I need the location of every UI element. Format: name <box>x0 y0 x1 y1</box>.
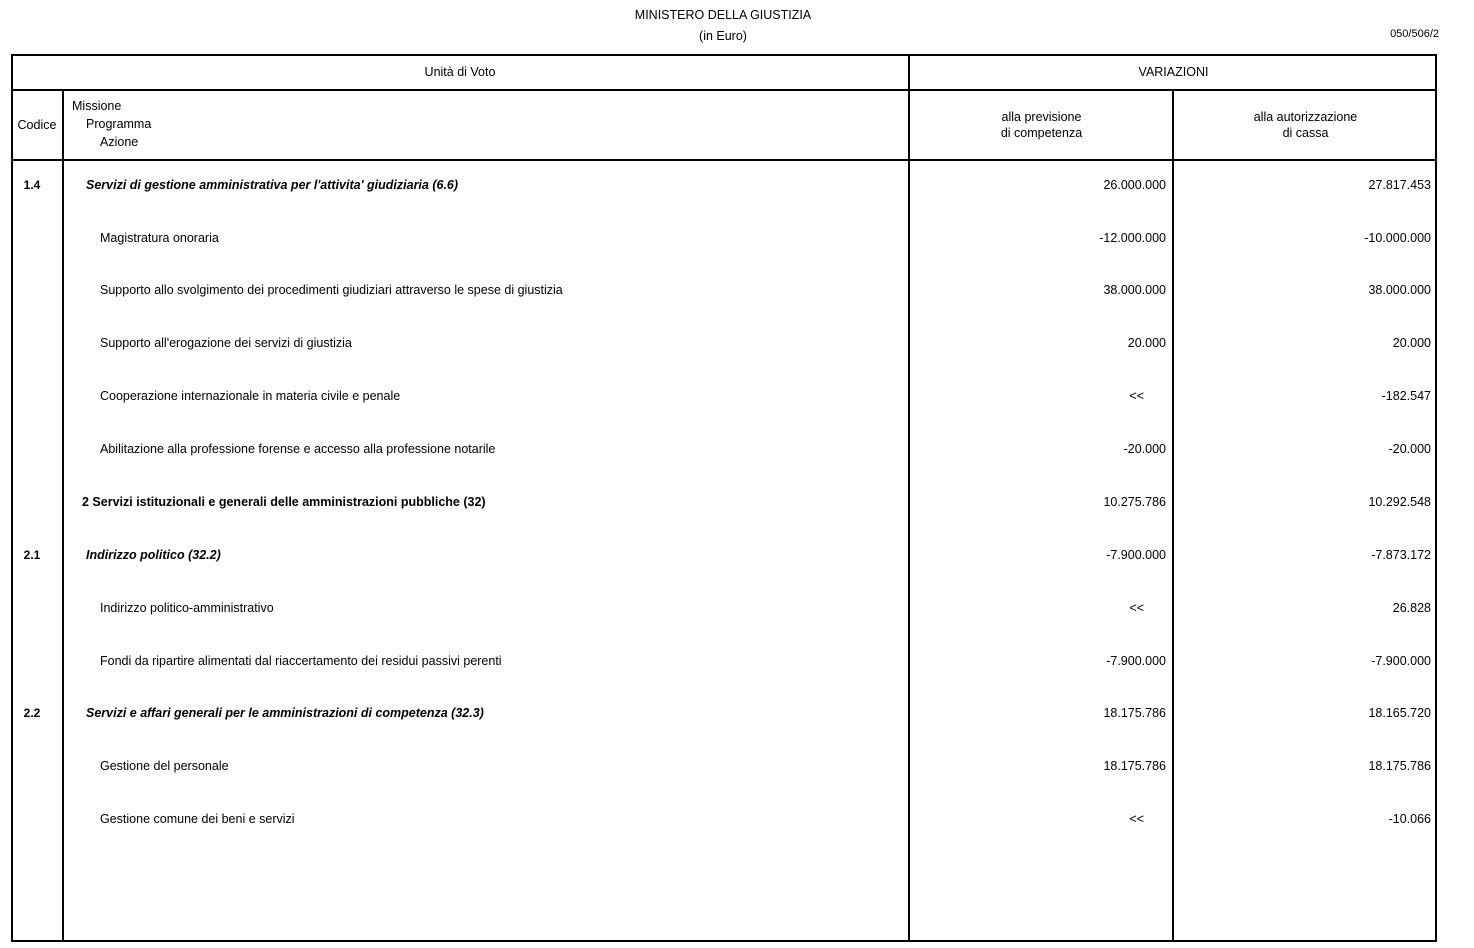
row-competenza: 18.175.786 <box>1103 759 1166 773</box>
row-label: Fondi da ripartire alimentati dal riaccertamento dei residui passivi perenti <box>100 654 502 668</box>
row-cassa: -10.066 <box>1388 812 1431 826</box>
table-row <box>0 706 1474 726</box>
row-competenza: -7.900.000 <box>1106 654 1166 668</box>
header-cassa-line1: alla autorizzazione <box>1253 110 1358 124</box>
header-previsione-line1: alla previsione <box>1001 110 1082 124</box>
header-autorizzazione-cassa <box>1174 109 1437 141</box>
header-bottom-divider <box>11 159 1437 161</box>
row-cassa: 18.165.720 <box>1368 706 1431 720</box>
row-competenza: -12.000.000 <box>1099 231 1166 245</box>
header-cassa-line2: di cassa <box>1282 126 1329 140</box>
row-label: Abilitazione alla professione forense e accesso alla professione notarile <box>100 442 496 456</box>
row-cassa: 18.175.786 <box>1368 759 1431 773</box>
header-azione: Azione <box>100 135 139 149</box>
table-row <box>0 812 1474 832</box>
table-row <box>0 389 1474 409</box>
row-label: Gestione del personale <box>100 759 229 773</box>
row-competenza: 26.000.000 <box>1103 178 1166 192</box>
row-label: Magistratura onoraria <box>100 231 219 245</box>
ministry-title: MINISTERO DELLA GIUSTIZIA <box>634 8 812 22</box>
table-row <box>0 178 1474 198</box>
row-competenza: -7.900.000 <box>1106 548 1166 562</box>
header-codice: Codice <box>17 118 57 132</box>
row-competenza: 10.275.786 <box>1103 495 1166 509</box>
header-unita-di-voto: Unità di Voto <box>424 65 496 79</box>
row-competenza: << <box>1129 812 1144 826</box>
row-competenza: << <box>1129 601 1144 615</box>
row-cassa: -182.547 <box>1381 389 1431 403</box>
row-cassa: -20.000 <box>1388 442 1431 456</box>
table-row <box>0 601 1474 621</box>
header-divider <box>11 89 1437 91</box>
row-label: Gestione comune dei beni e servizi <box>100 812 295 826</box>
row-cassa: 38.000.000 <box>1368 283 1431 297</box>
row-cassa: 26.828 <box>1392 601 1431 615</box>
row-label: Servizi e affari generali per le amministrazioni di competenza (32.3) <box>86 706 484 720</box>
table-row <box>0 759 1474 779</box>
row-code: 2.1 <box>23 548 41 562</box>
row-cassa: -10.000.000 <box>1364 231 1431 245</box>
document-code: 050/506/2 <box>1390 28 1439 40</box>
header-previsione-competenza <box>910 109 1173 141</box>
table-row <box>0 442 1474 462</box>
row-cassa: 27.817.453 <box>1368 178 1431 192</box>
row-cassa: -7.873.172 <box>1371 548 1431 562</box>
table-row <box>0 336 1474 356</box>
row-competenza: -20.000 <box>1123 442 1166 456</box>
row-label: Supporto all'erogazione dei servizi di giustizia <box>100 336 352 350</box>
row-label: Cooperazione internazionale in materia civile e penale <box>100 389 401 403</box>
row-cassa: -7.900.000 <box>1371 654 1431 668</box>
row-label: Indirizzo politico-amministrativo <box>100 601 274 615</box>
table-row <box>0 283 1474 303</box>
row-competenza: 38.000.000 <box>1103 283 1166 297</box>
row-competenza: << <box>1129 389 1144 403</box>
row-competenza: 20.000 <box>1127 336 1166 350</box>
row-label: Servizi di gestione amministrativa per l'attivita' giudiziaria (6.6) <box>86 178 459 192</box>
header-variazioni: VARIAZIONI <box>1138 65 1209 79</box>
header-previsione-line2: di competenza <box>1000 126 1083 140</box>
table-row <box>0 495 1474 515</box>
row-cassa: 20.000 <box>1392 336 1431 350</box>
row-label: Supporto allo svolgimento dei procedimenti giudiziari attraverso le spese di giustizia <box>100 283 563 297</box>
table-row <box>0 548 1474 568</box>
table-row <box>0 654 1474 674</box>
header-missione: Missione <box>72 99 122 113</box>
currency-unit: (in Euro) <box>699 29 747 43</box>
row-label: 2 Servizi istituzionali e generali delle amministrazioni pubbliche (32) <box>82 495 486 509</box>
row-label: Indirizzo politico (32.2) <box>86 548 221 562</box>
table-row <box>0 231 1474 251</box>
row-code: 2.2 <box>23 706 41 720</box>
header-programma: Programma <box>86 117 152 131</box>
row-cassa: 10.292.548 <box>1368 495 1431 509</box>
row-competenza: 18.175.786 <box>1103 706 1166 720</box>
row-code: 1.4 <box>23 178 41 192</box>
